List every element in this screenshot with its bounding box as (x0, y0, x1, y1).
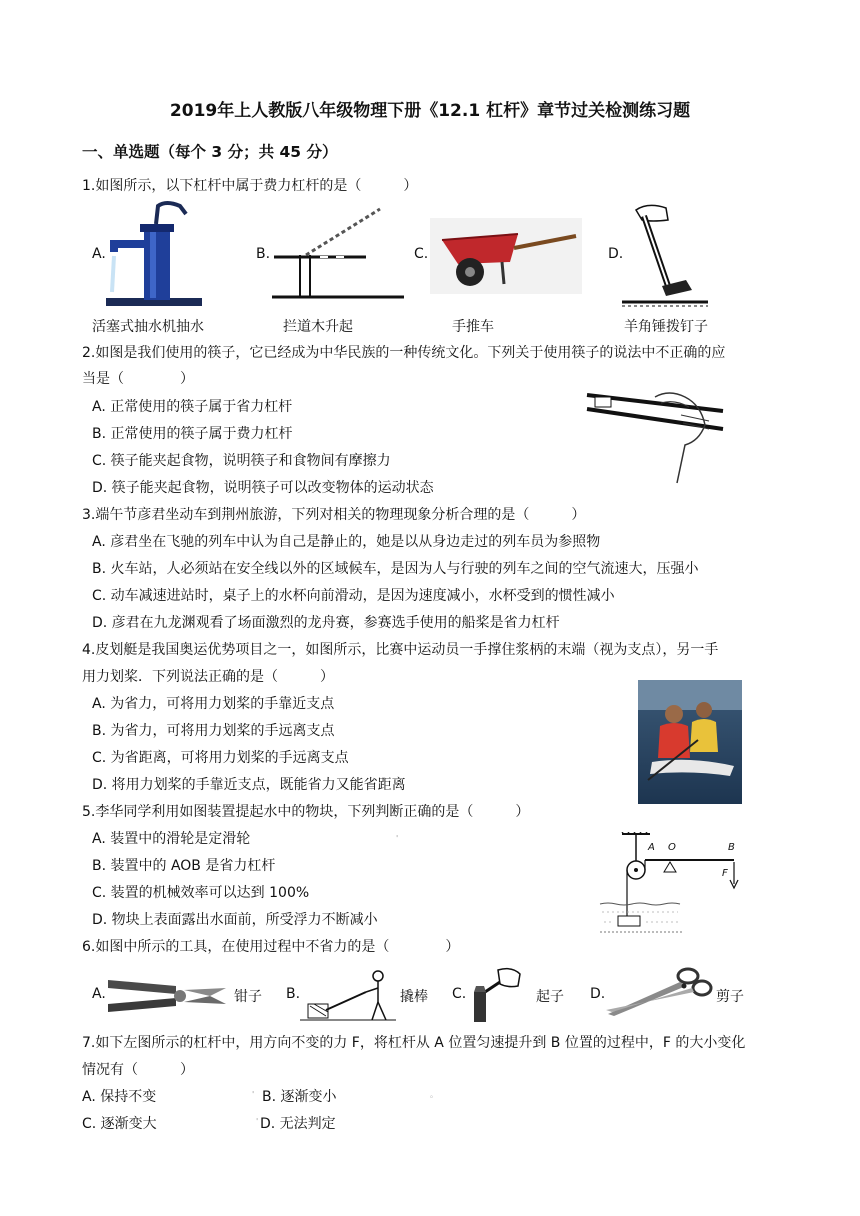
q4-stem-2: 用力划桨．下列说法正确的是（ ） (82, 669, 334, 685)
q7-option-c[interactable]: C. 逐渐变大 (82, 1116, 157, 1132)
q5-option-b[interactable]: B. 装置中的 AOB 是省力杠杆 (92, 858, 276, 874)
q1-stem: 1.如图所示，以下杠杆中属于费力杠杆的是（ ） (82, 178, 418, 194)
q2-stem-2: 当是（ ） (82, 371, 194, 387)
q6-name-b: 撬棒 (400, 989, 428, 1005)
stray-mark: 。 (430, 1090, 438, 1099)
section-heading: 一、单选题（每个 3 分；共 45 分） (82, 143, 338, 161)
stray-mark: ' (396, 834, 399, 843)
q5-option-a[interactable]: A. 装置中的滑轮是定滑轮 (92, 831, 251, 847)
q3-stem: 3.端午节彦君坐动车到荆州旅游，下列对相关的物理现象分析合理的是（ ） (82, 507, 586, 523)
q2-option-c[interactable]: C. 筷子能夹起食物，说明筷子和食物间有摩擦力 (92, 453, 391, 469)
q4-stem-1: 4.皮划艇是我国奥运优势项目之一，如图所示，比赛中运动员一手撑住浆柄的末端（视为支点），另一手 (82, 642, 719, 658)
q1-letter-c: C. (414, 246, 429, 262)
kayak-photo (638, 680, 742, 804)
q6-letter-b: B. (286, 986, 301, 1002)
fig-label-o: O (668, 842, 676, 853)
q6-letter-a: A. (92, 986, 106, 1002)
barrier-gate-image (270, 205, 406, 301)
q6-stem: 6.如图中所示的工具，在使用过程中不省力的是（ ） (82, 939, 460, 955)
q5-option-c[interactable]: C. 装置的机械效率可以达到 100% (92, 885, 310, 901)
q4-option-d[interactable]: D. 将用力划桨的手靠近支点，既能省力又能省距离 (92, 777, 406, 793)
q4-option-c[interactable]: C. 为省距离，可将用力划桨的手远离支点 (92, 750, 349, 766)
q6-name-c: 起子 (536, 989, 564, 1005)
bottle-opener-image (468, 964, 528, 1024)
q4-option-b[interactable]: B. 为省力，可将用力划桨的手远离支点 (92, 723, 335, 739)
q5-option-d[interactable]: D. 物块上表面露出水面前，所受浮力不断减小 (92, 912, 378, 928)
q6-name-d: 剪子 (716, 989, 744, 1005)
q1-letter-a: A. (92, 246, 106, 262)
claw-hammer-image (622, 200, 708, 308)
crowbar-image (300, 966, 396, 1024)
q7-stem-2: 情况有（ ） (82, 1062, 194, 1078)
q7-option-a[interactable]: A. 保持不变 (82, 1089, 157, 1105)
q6-letter-d: D. (590, 986, 606, 1002)
water-pump-image (106, 200, 202, 306)
q5-stem: 5.李华同学利用如图装置提起水中的物块，下列判断正确的是（ ） (82, 804, 530, 820)
stray-mark: ' (252, 1090, 255, 1099)
q1-caption-a: 活塞式抽水机抽水 (92, 319, 204, 335)
q7-option-b[interactable]: B. 逐渐变小 (262, 1089, 337, 1105)
q7-stem-1: 7.如下左图所示的杠杆中，用方向不变的力 F，将杠杆从 A 位置匀速提升到 B 位置的过程中，F 的大小变化 (82, 1035, 746, 1051)
q7-option-d[interactable]: D. 无法判定 (260, 1116, 336, 1132)
chopsticks-image (585, 385, 725, 485)
wheelbarrow-image (430, 218, 582, 294)
q1-letter-b: B. (256, 246, 271, 262)
q3-option-c[interactable]: C. 动车减速进站时，桌子上的水杯向前滑动，是因为速度减小，水杯受到的惯性减小 (92, 588, 615, 604)
fig-label-a: A (648, 842, 655, 853)
q2-option-d[interactable]: D. 筷子能夹起食物，说明筷子可以改变物体的运动状态 (92, 480, 434, 496)
q3-option-d[interactable]: D. 彦君在九龙渊观看了场面激烈的龙舟赛，参赛选手使用的船桨是省力杠杆 (92, 615, 560, 631)
q1-letter-d: D. (608, 246, 624, 262)
pliers-image (106, 970, 228, 1020)
page-title: 2019年上人教版八年级物理下册《12.1 杠杆》章节过关检测练习题 (169, 101, 691, 121)
q1-caption-c: 手推车 (452, 319, 494, 335)
q2-option-a[interactable]: A. 正常使用的筷子属于省力杠杆 (92, 399, 293, 415)
q1-caption-d: 羊角锤拨钉子 (624, 319, 708, 335)
stray-mark: ' (256, 1117, 259, 1126)
q6-letter-c: C. (452, 986, 467, 1002)
q3-option-b[interactable]: B. 火车站，人必须站在安全线以外的区域候车，是因为人与行驶的列车之间的空气流速大，压强小 (92, 561, 699, 577)
q2-stem-1: 2.如图是我们使用的筷子，它已经成为中华民族的一种传统文化。下列关于使用筷子的说法中不正确的应 (82, 345, 726, 361)
q2-option-b[interactable]: B. 正常使用的筷子属于费力杠杆 (92, 426, 293, 442)
q4-option-a[interactable]: A. 为省力，可将用力划桨的手靠近支点 (92, 696, 335, 712)
fig-label-f: F (722, 868, 728, 879)
q3-option-a[interactable]: A. 彦君坐在飞驰的列车中认为自己是静止的，她是以从身边走过的列车员为参照物 (92, 534, 601, 550)
q6-name-a: 钳子 (234, 989, 262, 1005)
scissors-image (604, 964, 714, 1020)
q1-caption-b: 拦道木升起 (283, 319, 353, 335)
fig-label-b: B (728, 842, 735, 853)
